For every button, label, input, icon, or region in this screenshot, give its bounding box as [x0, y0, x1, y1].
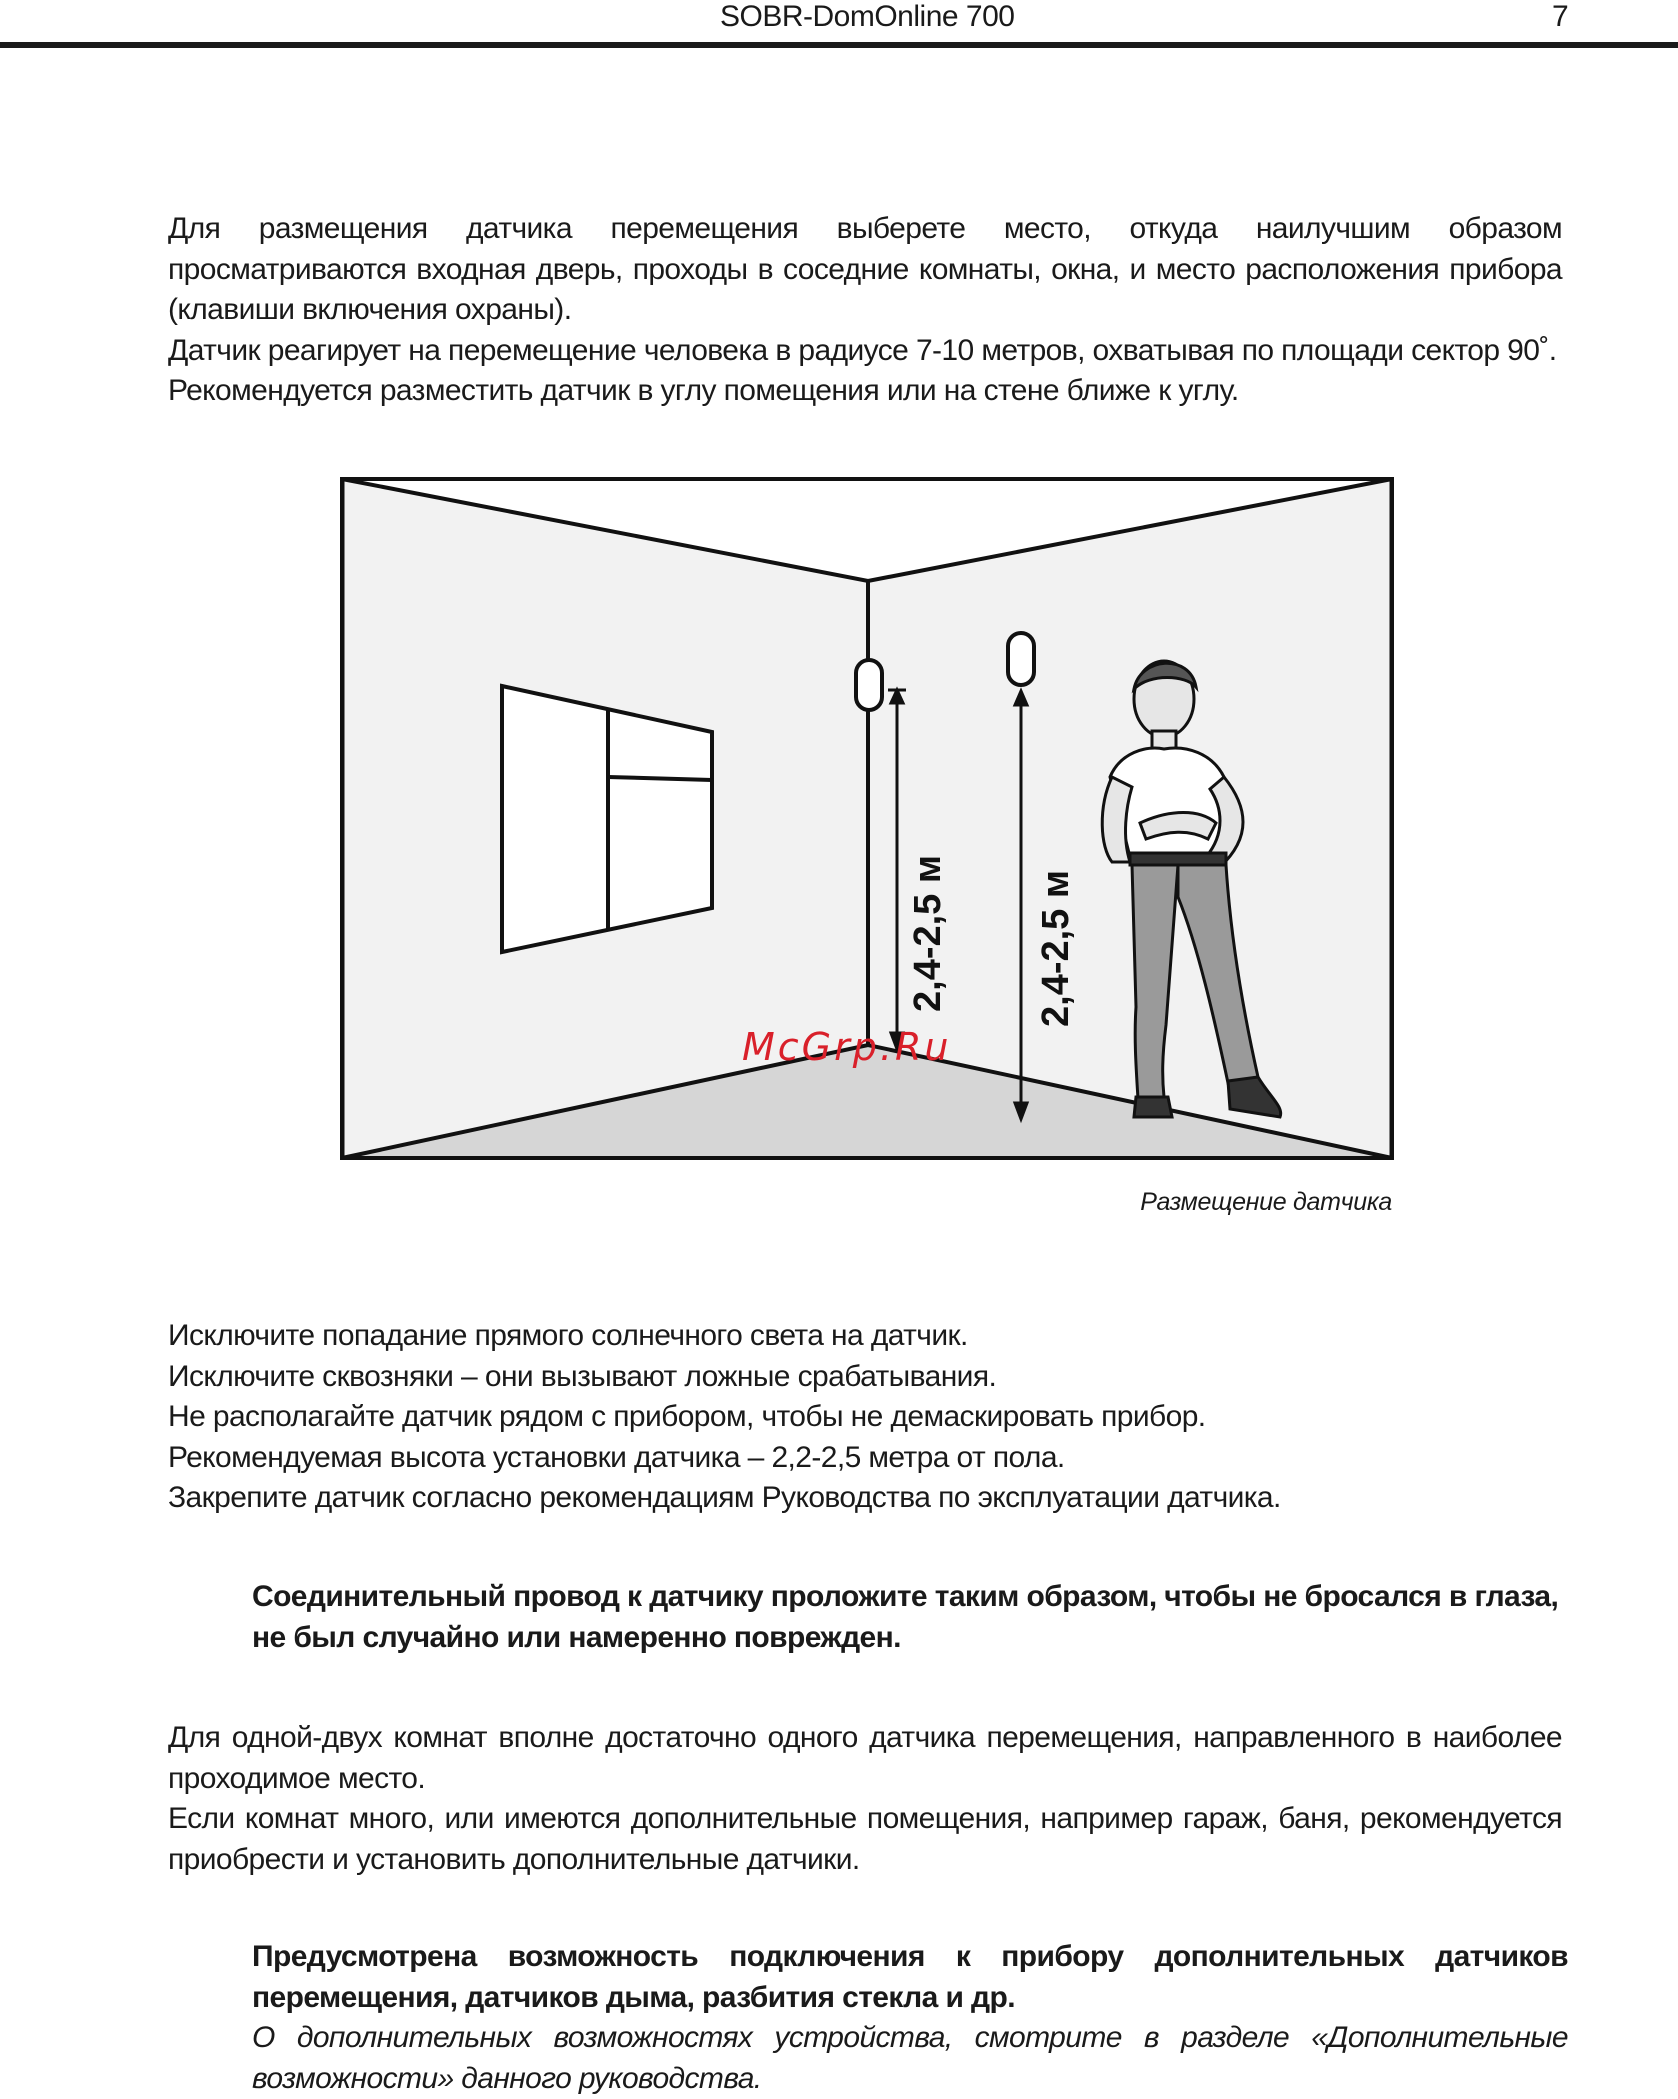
tip-item: Рекомендуемая высота установки датчика – 2,2-2,5 метра от пола. — [168, 1440, 1065, 1474]
rooms-line-1: Для одной-двух комнат вполне достаточно одного датчика перемещения, направленного в наиболее — [168, 1721, 1562, 1754]
intro-line-5: Рекомендуется разместить датчик в углу помещения или на стене ближе к углу. — [168, 374, 1239, 407]
intro-line-1: Для размещения датчика перемещения выберете место, откуда наилучшим образом — [168, 212, 1562, 245]
extra-note-line-1: Предусмотрена возможность подключения к прибору дополнительных датчиков — [252, 1940, 1568, 1973]
wire-note-line-1: Соединительный провод к датчику проложите таким образом, чтобы не бросался в глаза, — [252, 1580, 1559, 1613]
page-number: 7 — [1552, 0, 1569, 33]
tip-item: Исключите попадание прямого солнечного света на датчик. — [168, 1319, 968, 1352]
rooms-line-4: приобрести и установить дополнительные датчики. — [168, 1842, 860, 1876]
wire-note — [252, 1577, 1568, 1658]
extra-note-line-3: О дополнительных возможностях устройства, смотрите в разделе «Дополнительные — [252, 2021, 1568, 2054]
rooms-paragraph — [168, 1718, 1562, 1880]
intro-line-4: Датчик реагирует на перемещение человека в радиусе 7-10 метров, охватывая по площади сектор 90˚. — [168, 333, 1557, 367]
corner-sensor — [856, 660, 882, 710]
wall-sensor — [1008, 633, 1034, 685]
rooms-line-2: проходимое место. — [168, 1761, 426, 1795]
watermark: McGrp.Ru — [742, 1025, 952, 1069]
page-header — [0, 0, 1678, 48]
wall-height-label: 2,4-2,5 м — [1035, 870, 1077, 1027]
tips-list — [168, 1316, 1562, 1519]
tip-item: Закрепите датчик согласно рекомендациям Руководства по эксплуатации датчика. — [168, 1481, 1281, 1514]
window — [502, 686, 712, 952]
rooms-line-3: Если комнат много, или имеются дополнительные помещения, например гараж, баня, рекомендуется — [168, 1802, 1562, 1835]
intro-line-3: (клавиши включения охраны). — [168, 293, 572, 326]
intro-line-2: просматриваются входная дверь, проходы в соседние комнаты, окна, и место расположения прибора — [168, 252, 1562, 286]
tip-item: Исключите сквозняки – они вызывают ложные срабатывания. — [168, 1359, 997, 1393]
intro-paragraph — [168, 209, 1562, 412]
figure-caption: Размещение датчика — [1140, 1188, 1392, 1216]
extra-note — [252, 1937, 1568, 2099]
extra-note-line-2: перемещения, датчиков дыма, разбития стекла и др. — [252, 1980, 1015, 2014]
corner-height-label: 2,4-2,5 м — [907, 855, 949, 1012]
header-title: SOBR-DomOnline 700 — [720, 0, 1015, 33]
extra-note-line-4: возможности» данного руководства. — [252, 2061, 762, 2095]
tip-item: Не располагайте датчик рядом с прибором, чтобы не демаскировать прибор. — [168, 1400, 1206, 1433]
wire-note-line-2: не был случайно или намеренно поврежден. — [252, 1620, 901, 1654]
